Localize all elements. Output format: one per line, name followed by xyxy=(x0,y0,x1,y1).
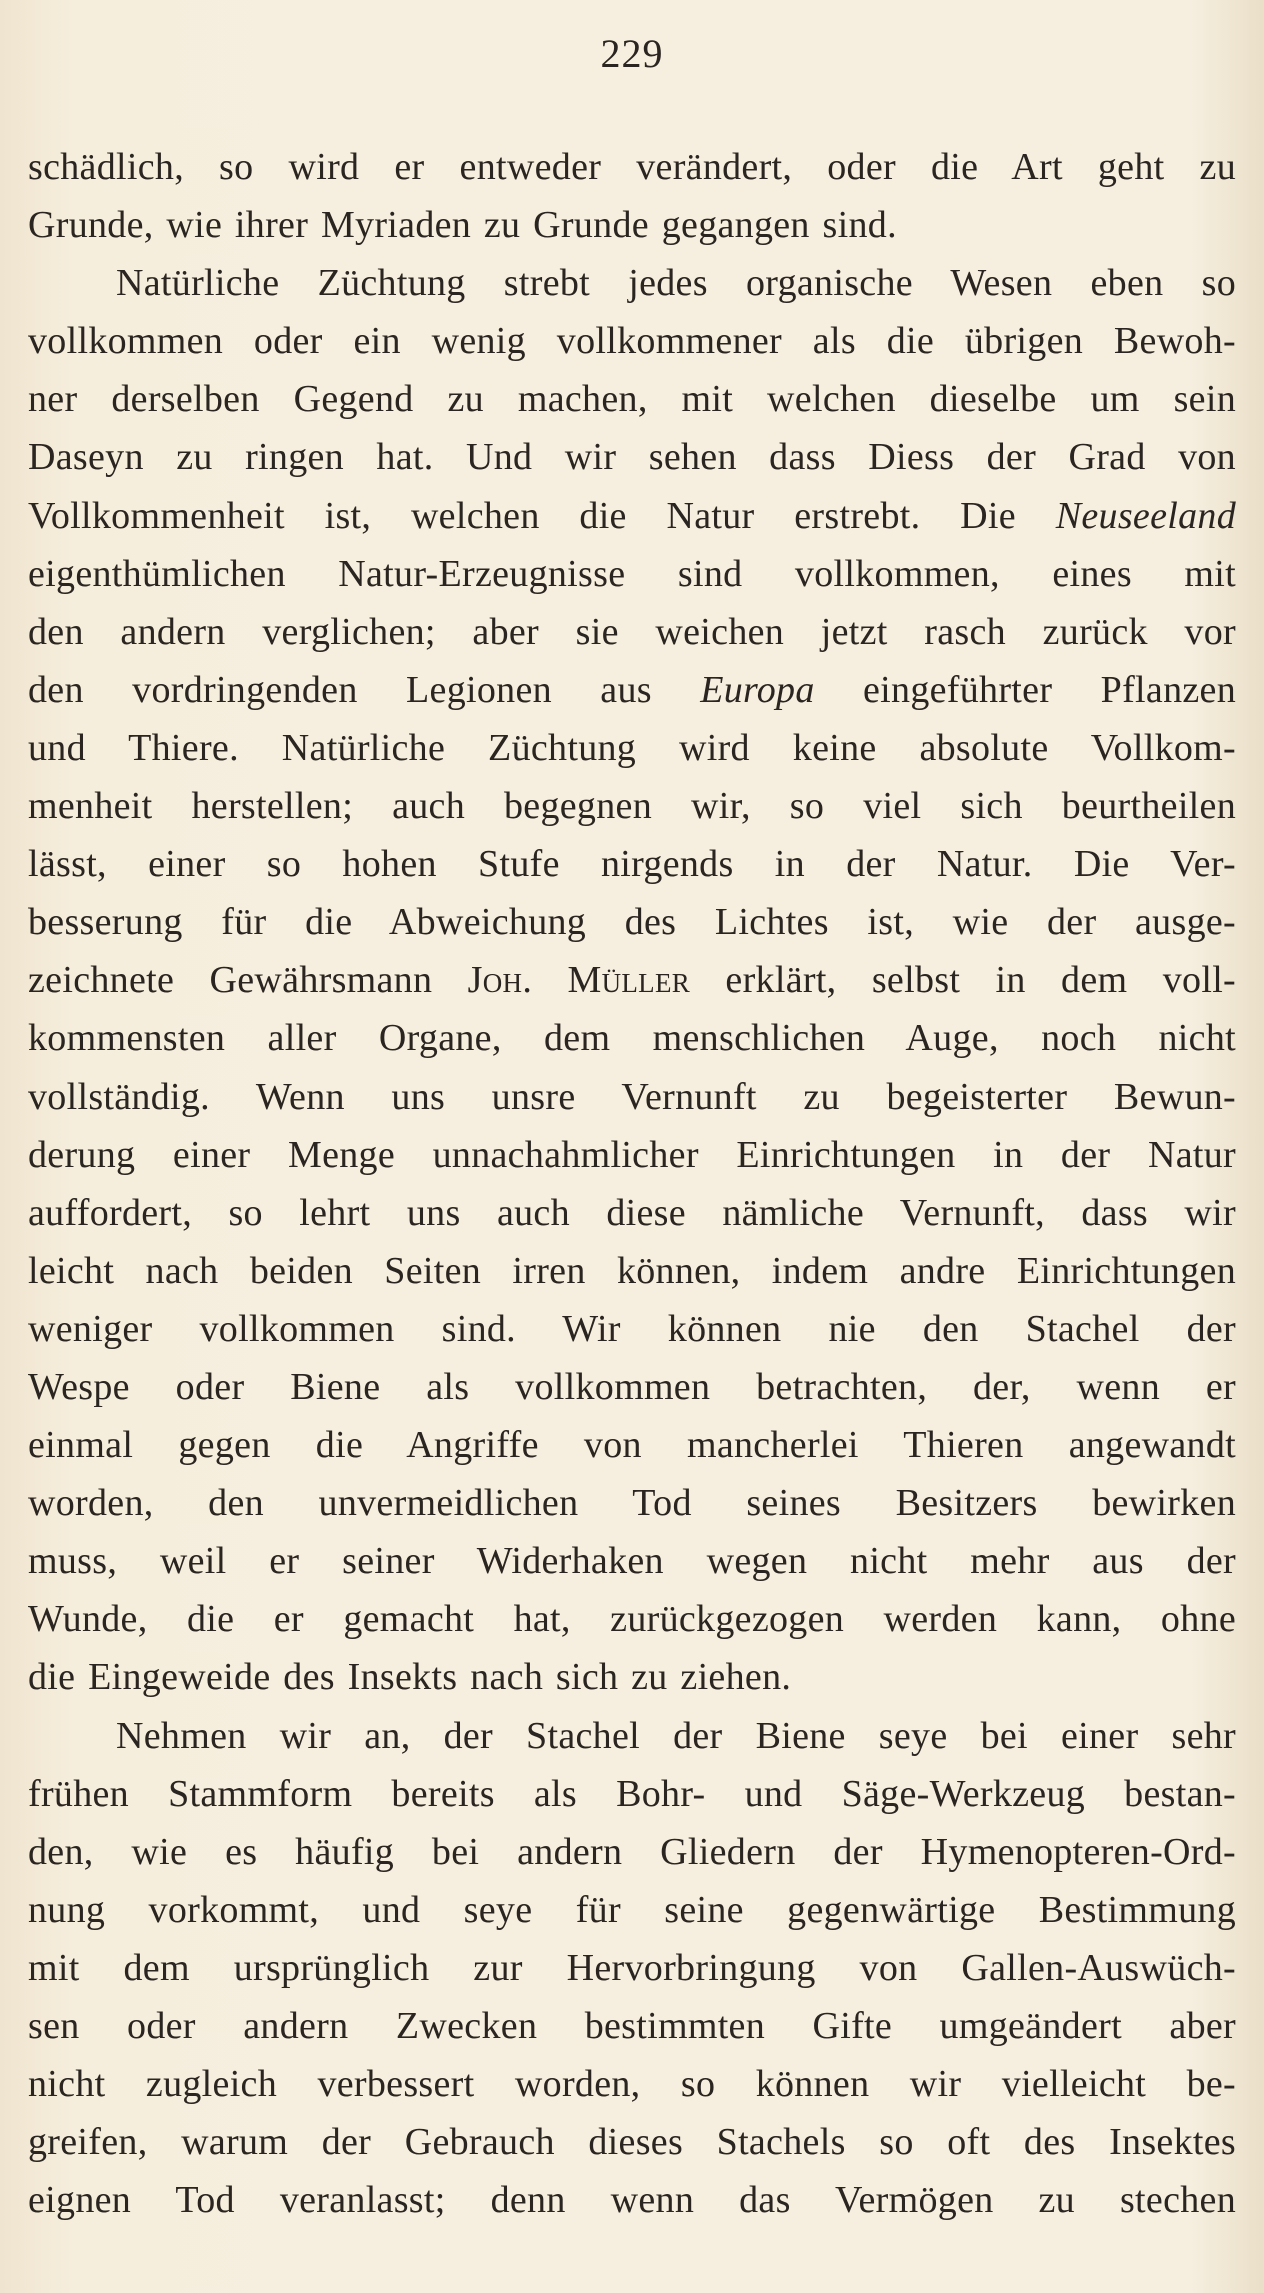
text-line: kommensten aller Organe, dem menschlichen Auge, noch nicht xyxy=(28,1017,1236,1060)
text-line: derung einer Menge unnachahmlicher Einrichtungen in der Natur xyxy=(28,1133,1236,1176)
text-line: greifen, warum der Gebrauch dieses Stachels so oft des Insektes xyxy=(28,2121,1236,2164)
text-line: die Eingeweide des Insekts nach sich zu ziehen. xyxy=(28,1656,792,1699)
text-line: nung vorkommt, und seye für seine gegenwärtige Bestimmung xyxy=(28,1888,1236,1931)
text-line: eignen Tod veranlasst; denn wenn das Vermögen zu stechen xyxy=(28,2179,1236,2222)
text-line: schädlich, so wird er entweder verändert, oder die Art geht zu xyxy=(28,146,1236,188)
text-line: auffordert, so lehrt uns auch diese nämliche Vernunft, dass wir xyxy=(28,1191,1236,1234)
text-line: den andern verglichen; aber sie weichen jetzt rasch zurück vor xyxy=(28,610,1236,653)
text-line: Natürliche Züchtung strebt jedes organische Wesen eben so xyxy=(116,262,1236,305)
text-line: ner derselben Gegend zu machen, mit welchen dieselbe um sein xyxy=(28,378,1236,421)
text-line: eigenthümlichen Natur-Erzeugnisse sind vollkommen, eines mit xyxy=(28,552,1236,595)
author-name: Joh. Müller xyxy=(467,959,691,1002)
text-line: mit dem ursprünglich zur Hervorbringung von Gallen-Auswüch- xyxy=(28,1946,1236,1989)
text-line: besserung für die Abweichung des Lichtes ist, wie der ausge- xyxy=(28,901,1236,944)
text-line: den vordringenden Legionen aus Europa eingeführter Pflanzen xyxy=(28,668,1236,711)
text-line: weniger vollkommen sind. Wir können nie den Stachel der xyxy=(28,1307,1236,1350)
text-line: menheit herstellen; auch begegnen wir, so viel sich beurtheilen xyxy=(28,785,1236,828)
body-text xyxy=(28,138,1236,2229)
text-line: frühen Stammform bereits als Bohr- und Säge-Werkzeug bestan- xyxy=(28,1772,1236,1815)
text-line: den, wie es häufig bei andern Gliedern der Hymenopteren-Ord- xyxy=(28,1830,1236,1873)
page-number: 229 xyxy=(600,31,664,76)
text-line: und Thiere. Natürliche Züchtung wird keine absolute Vollkom- xyxy=(28,726,1236,769)
text-line: leicht nach beiden Seiten irren können, indem andre Einrichtungen xyxy=(28,1249,1236,1292)
text-line: Vollkommenheit ist, welchen die Natur erstrebt. Die Neuseeland xyxy=(28,494,1236,537)
text-line: vollkommen oder ein wenig vollkommener als die übrigen Bewoh- xyxy=(28,320,1236,363)
text-line: zeichnete Gewährsmann Joh. Müller erklärt, selbst in dem voll- xyxy=(28,959,1237,1002)
text-line: sen oder andern Zwecken bestimmten Gifte umgeändert aber xyxy=(28,2005,1236,2047)
text-line: vollständig. Wenn uns unsre Vernunft zu begeisterter Bewun- xyxy=(28,1075,1236,1118)
text-line: Wunde, die er gemacht hat, zurückgezogen werden kann, ohne xyxy=(28,1598,1236,1641)
text-line: lässt, einer so hohen Stufe nirgends in der Natur. Die Ver- xyxy=(28,843,1236,886)
text-line: Nehmen wir an, der Stachel der Biene seye bei einer sehr xyxy=(116,1714,1236,1757)
text-line: Daseyn zu ringen hat. Und wir sehen dass Diess der Grad von xyxy=(28,436,1236,479)
italic-term: Neuseeland xyxy=(1055,494,1236,537)
text-line: Wespe oder Biene als vollkommen betrachten, der, wenn er xyxy=(28,1365,1236,1408)
italic-term: Europa xyxy=(700,668,815,711)
text-line: einmal gegen die Angriffe von mancherlei Thieren angewandt xyxy=(28,1424,1236,1467)
text-line: Grunde, wie ihrer Myriaden zu Grunde gegangen sind. xyxy=(28,204,897,247)
text-line: nicht zugleich verbessert worden, so können wir vielleicht be- xyxy=(28,2063,1236,2106)
text-line: muss, weil er seiner Widerhaken wegen nicht mehr aus der xyxy=(28,1540,1236,1583)
text-line: worden, den unvermeidlichen Tod seines Besitzers bewirken xyxy=(28,1482,1236,1525)
